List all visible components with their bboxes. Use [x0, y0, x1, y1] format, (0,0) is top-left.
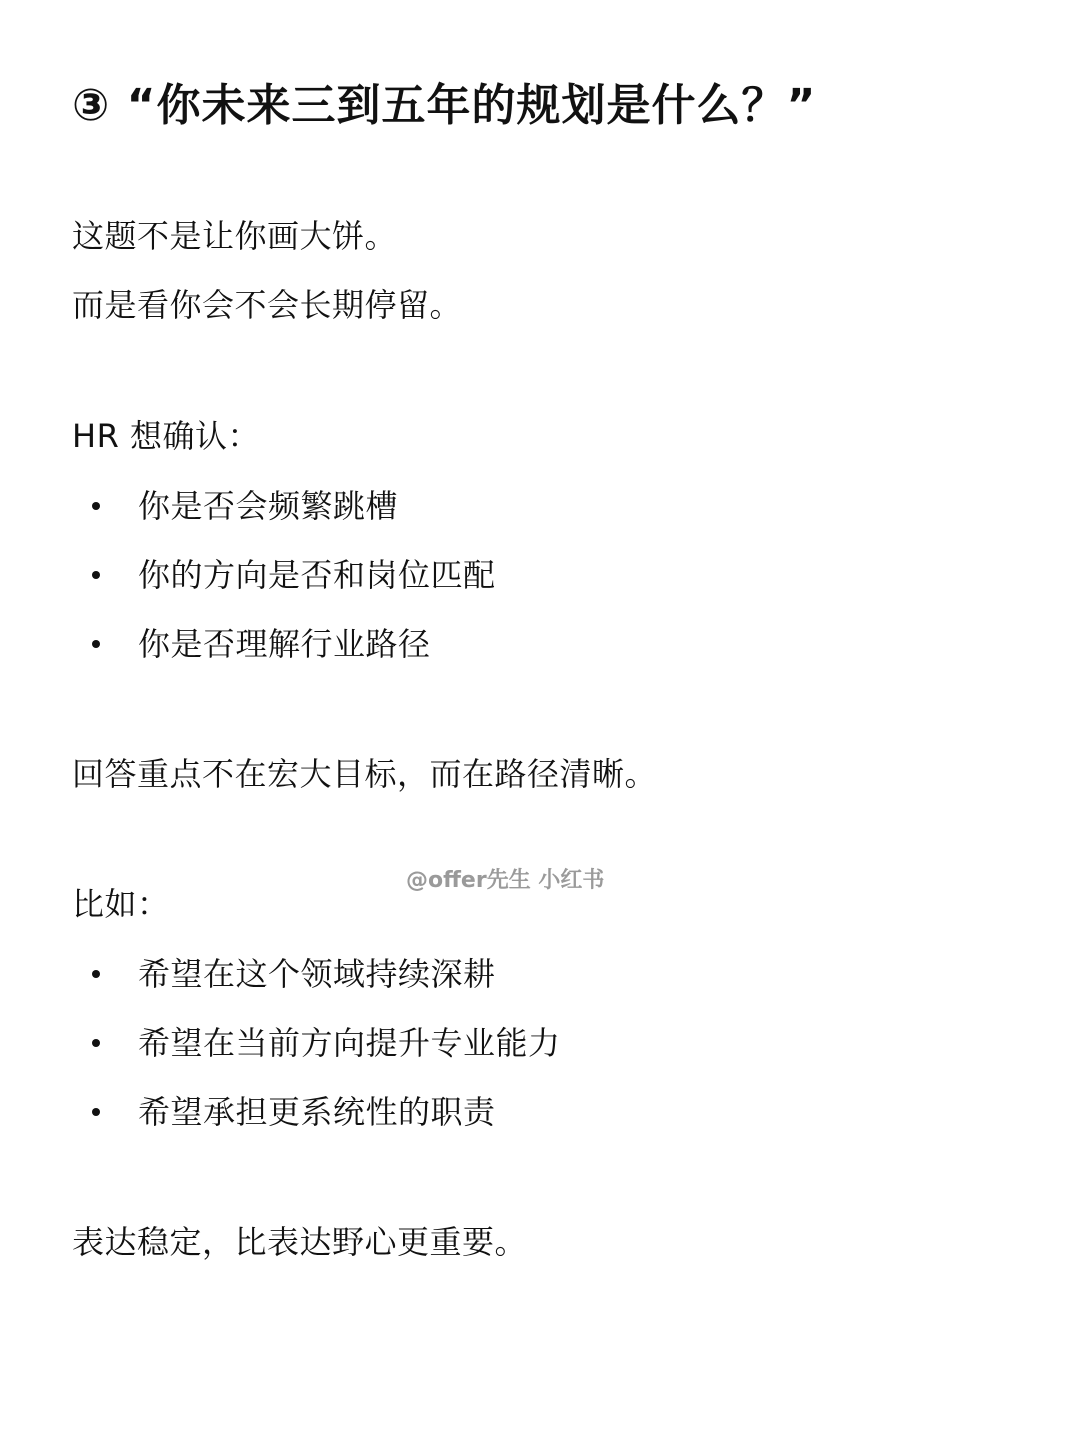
list-item-text: 希望承担更系统性的职责	[138, 1093, 496, 1131]
list-item-text: 你的方向是否和岗位匹配	[138, 556, 496, 594]
bullet-icon	[92, 1108, 100, 1116]
hr-section-heading: HR 想确认：	[72, 417, 260, 455]
bullet-icon	[92, 970, 100, 978]
conclusion: 表达稳定，比表达野心更重要。	[72, 1223, 528, 1261]
key-point: 回答重点不在宏大目标，而在路径清晰。	[72, 755, 658, 793]
list-item-text: 你是否理解行业路径	[138, 625, 431, 663]
list-item-text: 希望在这个领域持续深耕	[138, 955, 496, 993]
list-item-text: 希望在当前方向提升专业能力	[138, 1024, 561, 1062]
page-title: ③ “你未来三到五年的规划是什么？”	[72, 80, 817, 131]
intro-line: 而是看你会不会长期停留。	[72, 286, 463, 324]
intro-line: 这题不是让你画大饼。	[72, 217, 398, 255]
list-item-text: 你是否会频繁跳槽	[138, 487, 399, 525]
bullet-icon	[92, 571, 100, 579]
watermark: @offer先生 小红书	[406, 868, 605, 893]
example-section-heading: 比如：	[72, 885, 170, 923]
bullet-icon	[92, 1039, 100, 1047]
bullet-icon	[92, 502, 100, 510]
bullet-icon	[92, 640, 100, 648]
